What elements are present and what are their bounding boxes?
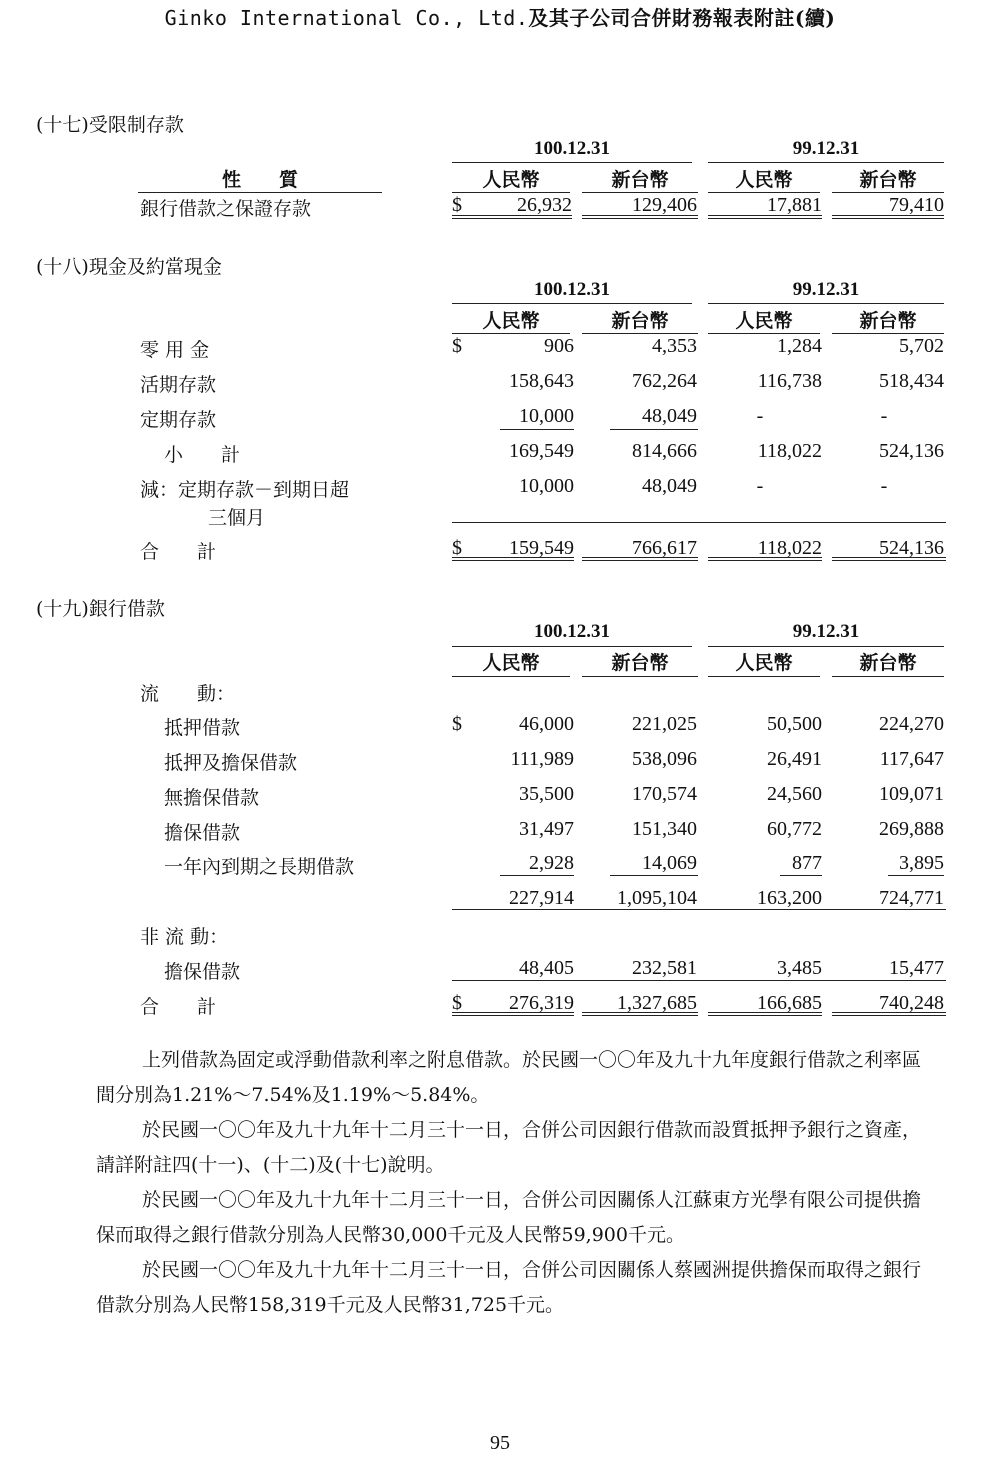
rule xyxy=(832,676,944,677)
value-ntd-100: 766,617 xyxy=(632,537,697,559)
row-label: 定期存款 xyxy=(140,409,217,431)
row-label: 合 計 xyxy=(140,541,217,563)
value-rmb-99: 50,500 xyxy=(767,713,822,735)
value-rmb-100: 111,989 xyxy=(510,748,574,770)
value-rmb-100: 158,643 xyxy=(509,370,574,392)
value-rmb-99: 163,200 xyxy=(757,887,822,909)
row-label: 一年內到期之長期借款 xyxy=(164,856,355,878)
value-ntd-100: 48,049 xyxy=(642,475,697,497)
company-name-suffix: 及其子公司合併財務報表附註(續) xyxy=(528,6,836,30)
noncurrent-section-label: 非 流 動： xyxy=(140,926,229,948)
value-rmb-100: 26,932 xyxy=(517,194,572,216)
value-ntd-99: 724,771 xyxy=(879,887,944,909)
year-header-current: 100.12.31 xyxy=(534,279,610,300)
year-header-prior: 99.12.31 xyxy=(792,138,860,159)
row-label: 銀行借款之保證存款 xyxy=(140,198,312,220)
section-19-title: (十九)銀行借款 xyxy=(36,598,165,620)
rule xyxy=(582,333,698,334)
dollar-sign: $ xyxy=(452,713,462,735)
currency-header-ntd: 新台幣 xyxy=(859,169,917,191)
value-rmb-100: 906 xyxy=(544,335,574,357)
row-label: 小 計 xyxy=(164,444,241,466)
nature-column-header: 性 質 xyxy=(221,169,298,191)
double-rule xyxy=(582,1012,698,1016)
rule xyxy=(888,875,944,876)
rule xyxy=(452,162,692,163)
note-paragraph: 上列借款為固定或浮動借款利率之附息借款。於民國一〇〇年及九十九年度銀行借款之利率區間分別為1.21%～7.54%及1.19%～5.84%。 xyxy=(96,1049,922,1106)
value-ntd-99: 269,888 xyxy=(879,818,944,840)
note-paragraph: 於民國一〇〇年及九十九年十二月三十一日，合併公司因關係人江蘇東方光學有限公司提供擔保而取得之銀行借款分別為人民幣30,000千元及人民幣59,900千元。 xyxy=(96,1189,922,1246)
value-rmb-99: 3,485 xyxy=(777,957,822,979)
currency-header-ntd: 新台幣 xyxy=(611,310,669,332)
value-ntd-100: 814,666 xyxy=(632,440,697,462)
row-label: 合 計 xyxy=(140,996,217,1018)
value-rmb-99: 24,560 xyxy=(767,783,822,805)
rule xyxy=(708,646,944,647)
section-17-title: (十七)受限制存款 xyxy=(36,114,184,136)
currency-header-ntd: 新台幣 xyxy=(859,310,917,332)
year-header-prior: 99.12.31 xyxy=(792,279,860,300)
rule xyxy=(452,909,946,910)
value-rmb-100: 10,000 xyxy=(519,475,574,497)
currency-header-rmb: 人民幣 xyxy=(735,169,793,191)
double-rule xyxy=(708,215,822,219)
rule xyxy=(500,429,574,430)
value-ntd-100: 762,264 xyxy=(632,370,697,392)
value-ntd-99: 5,702 xyxy=(899,335,944,357)
double-rule xyxy=(708,1012,822,1016)
row-label: 活期存款 xyxy=(140,374,217,396)
year-header-current: 100.12.31 xyxy=(534,138,610,159)
note-paragraph: 於民國一〇〇年及九十九年十二月三十一日，合併公司因銀行借款而設質抵押予銀行之資產，請詳附註四(十一)、(十二)及(十七)說明。 xyxy=(96,1119,922,1176)
value-rmb-99: - xyxy=(756,475,764,497)
row-label: 減：定期存款－到期日超 xyxy=(140,479,350,501)
value-ntd-100: 4,353 xyxy=(652,335,697,357)
notes-body xyxy=(96,1043,926,1323)
double-rule xyxy=(832,1012,946,1016)
row-label: 抵押借款 xyxy=(164,717,241,739)
value-ntd-100: 1,327,685 xyxy=(617,992,697,1014)
currency-header-ntd: 新台幣 xyxy=(611,652,669,674)
rule xyxy=(610,429,698,430)
row-label: 擔保借款 xyxy=(164,961,241,983)
current-section-label: 流 動： xyxy=(140,683,236,705)
value-rmb-99: 166,685 xyxy=(757,992,822,1014)
value-rmb-100: 31,497 xyxy=(519,818,574,840)
rule xyxy=(708,162,944,163)
rule xyxy=(452,522,946,523)
currency-header-rmb: 人民幣 xyxy=(735,652,793,674)
currency-header-ntd: 新台幣 xyxy=(859,652,917,674)
value-ntd-99: 3,895 xyxy=(899,852,944,874)
value-ntd-100: 221,025 xyxy=(632,713,697,735)
currency-header-rmb: 人民幣 xyxy=(482,652,540,674)
value-ntd-99: - xyxy=(880,405,888,427)
value-ntd-100: 538,096 xyxy=(632,748,697,770)
row-label-continuation: 三個月 xyxy=(208,507,266,529)
double-rule xyxy=(832,557,946,561)
page-header xyxy=(0,2,1000,31)
dollar-sign: $ xyxy=(452,992,462,1014)
value-ntd-100: 232,581 xyxy=(632,957,697,979)
year-header-current: 100.12.31 xyxy=(534,621,610,642)
double-rule xyxy=(708,557,822,561)
value-ntd-99: 518,434 xyxy=(879,370,944,392)
currency-header-rmb: 人民幣 xyxy=(482,169,540,191)
rule xyxy=(452,192,570,193)
value-ntd-99: 524,136 xyxy=(879,440,944,462)
value-rmb-100: 10,000 xyxy=(519,405,574,427)
dollar-sign: $ xyxy=(452,194,462,216)
currency-header-ntd: 新台幣 xyxy=(611,169,669,191)
double-rule xyxy=(452,215,572,219)
value-rmb-100: 46,000 xyxy=(519,713,574,735)
value-rmb-99: 60,772 xyxy=(767,818,822,840)
rule xyxy=(708,192,820,193)
double-rule xyxy=(832,215,944,219)
double-rule xyxy=(582,557,698,561)
rule xyxy=(780,875,822,876)
rule xyxy=(832,192,944,193)
rule xyxy=(832,333,944,334)
value-ntd-99: 117,647 xyxy=(879,748,944,770)
section-18-title: (十八)現金及約當現金 xyxy=(36,256,222,278)
value-ntd-99: 524,136 xyxy=(879,537,944,559)
value-rmb-100: 35,500 xyxy=(519,783,574,805)
value-rmb-99: 116,738 xyxy=(757,370,822,392)
value-ntd-100: 151,340 xyxy=(632,818,697,840)
value-rmb-100: 2,928 xyxy=(529,852,574,874)
value-ntd-99: 109,071 xyxy=(879,783,944,805)
value-rmb-99: 118,022 xyxy=(757,537,822,559)
value-ntd-99: - xyxy=(880,475,888,497)
value-ntd-99: 15,477 xyxy=(889,957,944,979)
value-ntd-100: 170,574 xyxy=(632,783,697,805)
row-label: 抵押及擔保借款 xyxy=(164,752,298,774)
value-ntd-99: 79,410 xyxy=(889,194,944,216)
value-rmb-99: 118,022 xyxy=(757,440,822,462)
rule xyxy=(452,980,946,981)
company-name-latin: Ginko International Co., Ltd. xyxy=(164,6,529,30)
value-rmb-99: 17,881 xyxy=(767,194,822,216)
value-rmb-99: 26,491 xyxy=(767,748,822,770)
value-ntd-100: 1,095,104 xyxy=(617,887,697,909)
rule xyxy=(582,676,698,677)
rule xyxy=(452,646,692,647)
dollar-sign: $ xyxy=(452,335,462,357)
value-ntd-100: 48,049 xyxy=(642,405,697,427)
currency-header-rmb: 人民幣 xyxy=(735,310,793,332)
rule xyxy=(452,676,570,677)
double-rule xyxy=(582,215,698,219)
note-paragraph: 於民國一〇〇年及九十九年十二月三十一日，合併公司因關係人蔡國洲提供擔保而取得之銀行借款分別為人民幣158,319千元及人民幣31,725千元。 xyxy=(96,1259,922,1316)
rule xyxy=(708,333,820,334)
value-rmb-100: 276,319 xyxy=(509,992,574,1014)
double-rule xyxy=(452,1012,574,1016)
rule xyxy=(582,192,698,193)
year-header-prior: 99.12.31 xyxy=(792,621,860,642)
rule xyxy=(452,303,692,304)
currency-header-rmb: 人民幣 xyxy=(482,310,540,332)
row-label: 零 用 金 xyxy=(140,339,210,361)
value-rmb-99: 877 xyxy=(792,852,822,874)
value-ntd-99: 224,270 xyxy=(879,713,944,735)
value-ntd-100: 14,069 xyxy=(642,852,697,874)
rule xyxy=(708,676,820,677)
rule xyxy=(500,875,574,876)
value-rmb-100: 48,405 xyxy=(519,957,574,979)
value-rmb-100: 169,549 xyxy=(509,440,574,462)
value-rmb-100: 227,914 xyxy=(509,887,574,909)
double-rule xyxy=(452,557,574,561)
page-number: 95 xyxy=(490,1432,510,1454)
value-rmb-99: 1,284 xyxy=(777,335,822,357)
rule xyxy=(708,303,944,304)
rule xyxy=(138,192,382,193)
value-ntd-100: 129,406 xyxy=(632,194,697,216)
value-rmb-100: 159,549 xyxy=(509,537,574,559)
row-label: 擔保借款 xyxy=(164,822,241,844)
value-rmb-99: - xyxy=(756,405,764,427)
row-label: 無擔保借款 xyxy=(164,787,260,809)
dollar-sign: $ xyxy=(452,537,462,559)
value-ntd-99: 740,248 xyxy=(879,992,944,1014)
rule xyxy=(610,875,698,876)
rule xyxy=(452,333,570,334)
